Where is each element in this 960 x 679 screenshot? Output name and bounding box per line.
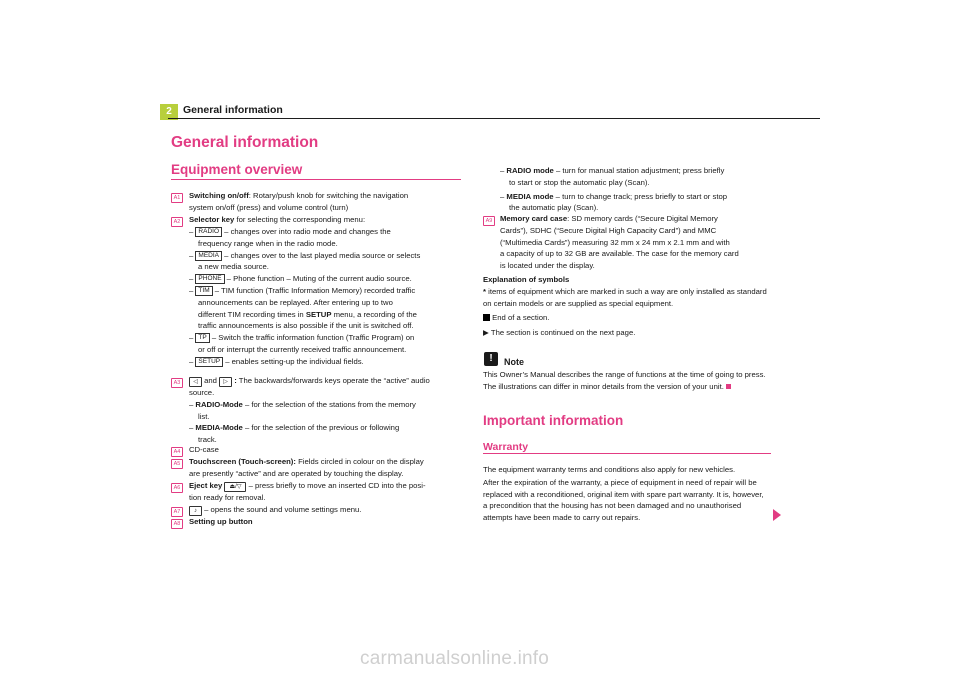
star-symbol: *: [483, 286, 486, 296]
a9-text-5: is located under the display.: [500, 261, 595, 271]
tim-desc-3: [189, 309, 469, 321]
forward-icon: ▷: [219, 377, 232, 387]
r-media-desc-2: the automatic play (Scan).: [509, 203, 599, 213]
r-radio-term: RADIO mode: [506, 166, 554, 175]
item-a3: ◁ and ▷ : The backwards/forwards keys operate the “active” audio source. – RADIO-Mode – for the selection of the stations from the memory list. – MEDIA-Mode – for the selection of the previous or following track.: [189, 375, 469, 446]
marker-a7: A7: [171, 507, 183, 517]
a6-term: Eject key: [189, 481, 223, 490]
media-key: MEDIA: [195, 251, 222, 261]
a3-colon: :: [232, 376, 237, 385]
symbols-explanation: [483, 274, 783, 339]
note-label: Note: [504, 357, 524, 367]
a3-text: The backwards/forwards keys operate the “active” audio: [236, 376, 430, 385]
running-title: General information: [183, 104, 283, 116]
warranty-text-5: attempts have been made to carry out repairs.: [483, 513, 641, 523]
a9-text-3: (“Multimedia Cards”) measuring 32 mm x 24 mm x 2.1 mm and with: [500, 237, 730, 247]
continue-desc: The section is continued on the next page.: [488, 328, 636, 338]
item-a8: Setting up button: [189, 517, 253, 526]
media-mode-desc-2: track.: [198, 435, 217, 445]
a6-text-2: tion ready for removal.: [189, 493, 266, 502]
warranty-text-4: a precondition that the housing has not been damaged and no unauthorised: [483, 501, 742, 511]
marker-a6: A6: [171, 483, 183, 493]
radio-mode-term: RADIO-Mode: [195, 399, 243, 409]
tim-desc: – TIM function (Traffic Information Memory) recorded traffic: [212, 285, 416, 295]
sound-settings-icon: ♪: [189, 506, 202, 516]
symbols-title: Explanation of symbols: [483, 275, 570, 284]
header-rule: [168, 118, 820, 119]
right-mode-list: – RADIO mode – turn for manual station adjustment; press briefly to start or stop the automatic play (Scan). – MEDIA mode – turn to change track; press briefly to start or stop the automatic play (Scan).: [500, 165, 780, 214]
eject-icon: ⏏/▽: [224, 482, 246, 492]
note-text-1: This Owner’s Manual describes the range of functions at the time of going to press.: [483, 370, 766, 379]
a2-term: Selector key: [189, 215, 235, 224]
tim-desc-3a: different TIM recording times in: [198, 309, 306, 319]
tim-desc-4: traffic announcements is also possible if the unit is switched off.: [198, 321, 414, 331]
item-a2: [189, 214, 469, 226]
media-desc: – changes over to the last played media source or selects: [222, 250, 421, 260]
r-radio-desc-2: to start or stop the automatic play (Scan).: [509, 177, 650, 187]
a1-text: : Rotary/push knob for switching the navigation: [248, 191, 409, 200]
radio-mode-desc: – for the selection of the stations from the memory: [242, 399, 416, 409]
tim-desc-2: announcements can be replayed. After entering up to two: [198, 297, 393, 307]
media-mode-desc: – for the selection of the previous or following: [242, 423, 400, 433]
tp-key: TP: [195, 333, 209, 343]
a5-text-2: are presently “active” and are operated by touching the display.: [189, 468, 404, 478]
marker-a2: A2: [171, 217, 183, 227]
subsection-rule: [171, 179, 461, 180]
marker-a9: A9: [483, 216, 495, 226]
a1-text-2: system on/off (press) and volume control (turn): [189, 202, 349, 212]
marker-a1: A1: [171, 193, 183, 203]
item-a6: [189, 480, 469, 504]
warranty-text-3: replaced with a reconditioned, original item with spare part warranty. It is, however,: [483, 489, 764, 499]
back-icon: ◁: [189, 377, 202, 387]
section-title-important: Important information: [483, 413, 624, 428]
warranty-text: [483, 464, 783, 524]
phone-desc: – Phone function – Muting of the current audio source.: [224, 274, 412, 284]
item-a4: CD-case: [189, 445, 219, 454]
r-media-term: MEDIA mode: [506, 191, 554, 201]
tp-desc: – Switch the traffic information function (Traffic Program) on: [209, 333, 415, 343]
setup-key: SETUP: [195, 357, 223, 367]
marker-a8: A8: [171, 519, 183, 529]
subsection-title-warranty: Warranty: [483, 441, 529, 453]
a3-and: and: [202, 376, 220, 385]
note-text-2: The illustrations can differ in minor details from the version of your unit.: [483, 381, 724, 391]
r-media-desc: – turn to change track; press briefly to start or stop: [553, 191, 728, 201]
end-desc: End of a section.: [490, 313, 550, 323]
next-page-arrow-icon: [773, 509, 781, 521]
radio-desc: – changes over into radio mode and changes the: [222, 227, 391, 236]
note-icon: !: [484, 352, 498, 366]
tim-key: TIM: [195, 286, 212, 296]
marker-a4: A4: [171, 447, 183, 457]
warranty-text-1: The equipment warranty terms and conditions also apply for new vehicles.: [483, 465, 736, 474]
a9-text-4: a capacity of up to 32 GB are available. The case for the memory card: [500, 249, 739, 259]
phone-key: PHONE: [195, 274, 224, 284]
page-number: 2: [160, 104, 178, 120]
marker-a5: A5: [171, 459, 183, 469]
item-a7: [189, 504, 469, 516]
marker-a3: A3: [171, 378, 183, 388]
subsection-title-equipment: Equipment overview: [171, 162, 303, 177]
warranty-rule: [483, 453, 771, 454]
tim-setup-word: SETUP: [305, 309, 332, 319]
media-desc-2: a new media source.: [198, 262, 269, 272]
a7-text: – opens the sound and volume settings menu.: [202, 505, 362, 514]
star-desc-2: on certain models or are supplied as special equipment.: [483, 298, 674, 308]
star-desc: items of equipment which are marked in such a way are only installed as standard: [486, 286, 767, 296]
radio-desc-2: frequency range when in the radio mode.: [198, 238, 338, 248]
a6-text: – press briefly to move an inserted CD into the posi-: [246, 481, 426, 490]
end-of-section-icon: [483, 314, 490, 321]
a1-term: Switching on/off: [189, 191, 249, 200]
a9-text: : SD memory cards (“Secure Digital Memory: [567, 214, 718, 223]
radio-key: RADIO: [195, 227, 222, 237]
a5-term: Touchscreen (Touch-screen):: [189, 457, 296, 466]
a3-text-2: source.: [189, 388, 215, 397]
section-title-general: General information: [171, 134, 319, 151]
a5-text: Fields circled in colour on the display: [295, 457, 424, 466]
a9-text-2: Cards”), SDHC (“Secure Digital High Capacity Card”) and MMC: [500, 225, 717, 235]
setup-desc: – enables setting-up the individual fields.: [223, 356, 364, 366]
media-mode-term: MEDIA-Mode: [195, 423, 243, 433]
tim-desc-3c: menu, a recording of the: [331, 309, 417, 319]
warranty-text-2: After the expiration of the warranty, a piece of equipment in need of repair will be: [483, 477, 757, 487]
continue-arrow-icon: ▶: [483, 328, 489, 338]
note-text: [483, 369, 783, 393]
end-of-section-icon: [726, 384, 731, 389]
r-radio-desc: – turn for manual station adjustment; press briefly: [553, 166, 725, 175]
a9-term: Memory card case: [500, 214, 568, 223]
key-list: – RADIO – changes over into radio mode and changes the frequency range when in the radio mode. – MEDIA – changes over to the last played media source or selects a new media source. – PHONE – Phone function – Muting of the current audio source. – TIM – TIM function (Traffic Information Memory) recorded traffic announcements can be replayed. After entering up to two different TIM recording times in SETUP menu, a recording of the traffic announcements is also possible if the unit is switched off. – TP – Switch the traffic information function (Traffic Program) on or off or interrupt the currently received traffic announcement. – SETUP – enables setting-up the individual fields.: [189, 226, 469, 368]
a2-text: for selecting the corresponding menu:: [234, 215, 366, 224]
radio-mode-desc-2: list.: [198, 411, 210, 421]
item-a5: [189, 456, 469, 480]
item-a9: [500, 213, 780, 272]
watermark: carmanualsonline.info: [360, 648, 550, 669]
item-a1: [189, 190, 469, 214]
tp-desc-2: or off or interrupt the currently received traffic announcement.: [198, 344, 407, 354]
